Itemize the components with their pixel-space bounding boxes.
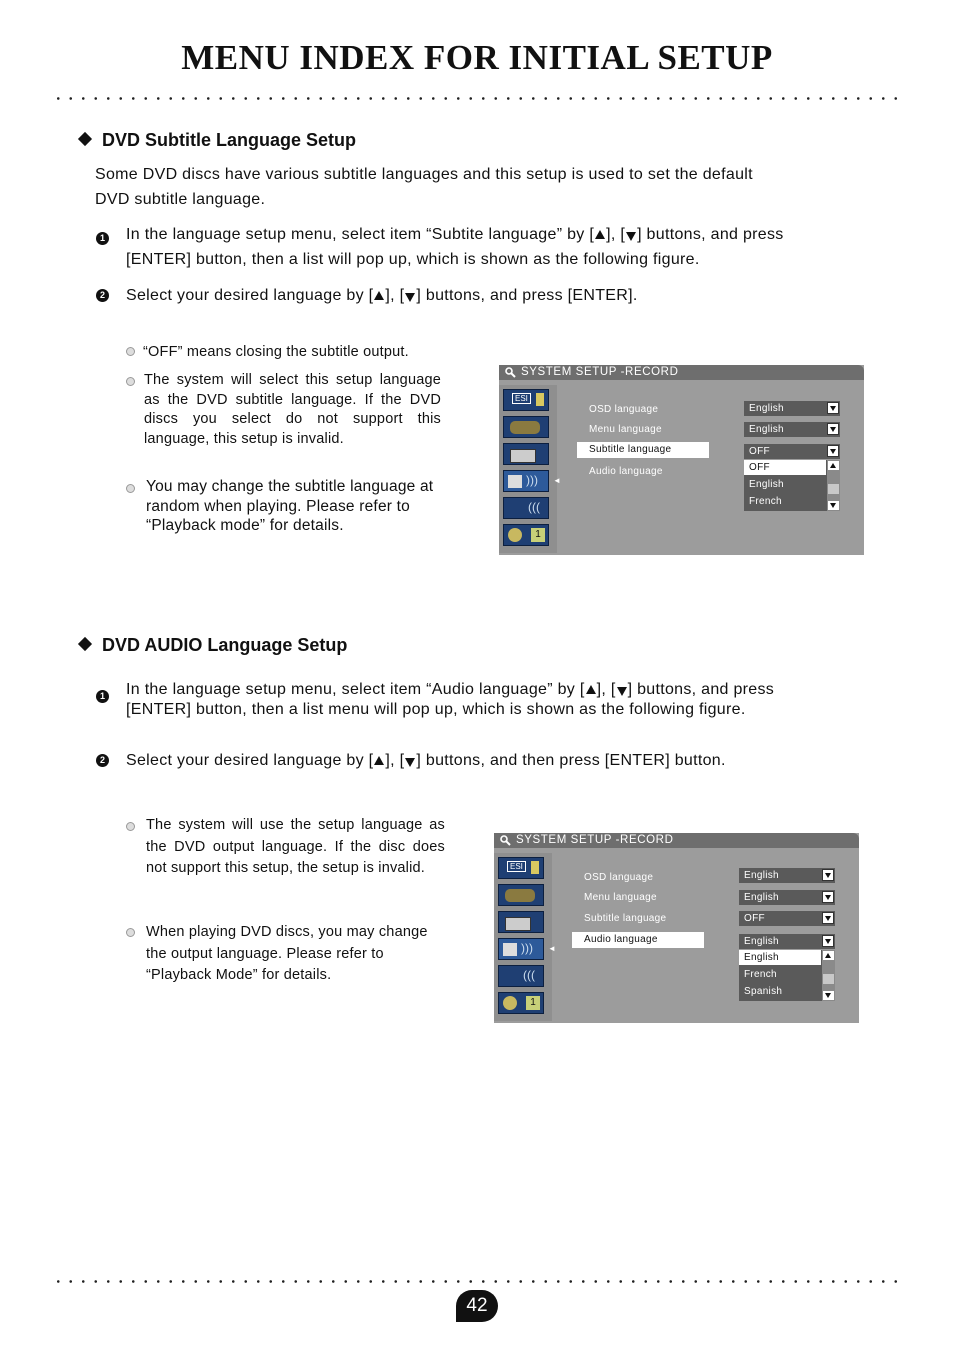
icon-number-label: 1 bbox=[531, 528, 545, 542]
scroll-up-icon[interactable] bbox=[828, 461, 839, 470]
audio-language-dropdown[interactable] bbox=[739, 934, 835, 949]
list-option-english[interactable]: English bbox=[739, 950, 821, 965]
subtitle-language-dropdown[interactable] bbox=[739, 911, 835, 926]
icon-detail bbox=[508, 528, 522, 542]
bottom-dotted-divider bbox=[52, 1280, 902, 1283]
note-bullet-icon bbox=[126, 484, 135, 493]
icon-detail bbox=[531, 861, 539, 874]
icon-detail bbox=[510, 449, 536, 463]
list-scrollbar[interactable] bbox=[822, 950, 835, 1001]
subtitle-step2-text-a: Select your desired language by [ bbox=[126, 287, 374, 304]
icon-detail bbox=[510, 421, 540, 434]
screen-header-text: SYSTEM SETUP -RECORD bbox=[516, 834, 674, 846]
menu-item-menu-language[interactable]: Menu language bbox=[584, 892, 657, 903]
diamond-bullet-icon bbox=[78, 637, 92, 651]
subtitle-note-3: You may change the subtitle language at random when playing. Please refer to “Playback mode” for details. bbox=[146, 478, 434, 534]
osd-language-dropdown[interactable] bbox=[744, 401, 840, 416]
scroll-thumb[interactable] bbox=[823, 974, 834, 984]
menu-item-audio-language[interactable]: Audio language bbox=[572, 932, 704, 948]
menu-language-value: English bbox=[744, 892, 779, 903]
icon-detail bbox=[503, 996, 517, 1010]
audio-heading-text: DVD AUDIO Language Setup bbox=[102, 635, 348, 655]
list-scrollbar[interactable] bbox=[827, 460, 840, 511]
chevron-down-icon bbox=[822, 869, 834, 881]
audio-setup-icon bbox=[503, 470, 549, 492]
scroll-thumb[interactable] bbox=[828, 484, 839, 494]
audio-section-heading bbox=[80, 635, 347, 656]
icon-detail bbox=[505, 917, 531, 931]
subtitle-step1 bbox=[126, 222, 784, 272]
subtitle-note-1: “OFF” means closing the subtitle output. bbox=[143, 344, 409, 360]
record-setup-icon bbox=[503, 443, 549, 465]
down-arrow-icon bbox=[405, 758, 415, 767]
diamond-bullet-icon bbox=[78, 132, 92, 146]
audio-note-2: When playing DVD discs, you may change the output language. Please refer to “Playback Mode” for details. bbox=[146, 924, 428, 983]
record-setup-icon bbox=[498, 911, 544, 933]
subtitle-note-2: The system will select this setup language as the DVD subtitle language. If the DVD discs you select do not support this language, this setup is invalid. bbox=[144, 372, 441, 447]
antenna-setup-icon bbox=[498, 965, 544, 987]
menu-item-osd-language[interactable]: OSD language bbox=[584, 872, 654, 883]
subtitle-language-value: OFF bbox=[749, 446, 770, 457]
subtitle-language-value: OFF bbox=[744, 913, 765, 924]
audio-step1 bbox=[126, 680, 774, 720]
note-bullet-icon bbox=[126, 347, 135, 356]
esi-label: ESI bbox=[507, 861, 526, 872]
audio-step2-text-c: ] buttons, and then press [ENTER] button. bbox=[416, 752, 726, 769]
list-option-english[interactable]: English bbox=[749, 479, 784, 490]
down-arrow-icon bbox=[617, 687, 627, 696]
subtitle-step1-text-a: In the language setup menu, select item “Subtite language” by [ bbox=[126, 226, 595, 243]
screen-header bbox=[494, 833, 859, 848]
audio-step1-text-a: In the language setup menu, select item “Audio language” by [ bbox=[126, 681, 585, 698]
sound-wave-icon: ))) bbox=[521, 941, 533, 955]
clock-setup-icon bbox=[503, 524, 549, 546]
step-number-1: 1 bbox=[96, 232, 109, 245]
esi-label: ESI bbox=[512, 393, 531, 404]
note-bullet-icon bbox=[126, 822, 135, 831]
subtitle-intro-line2: DVD subtitle language. bbox=[95, 191, 266, 208]
audio-step1-text-b: ], [ bbox=[596, 681, 616, 698]
audio-step2-text-a: Select your desired language by [ bbox=[126, 752, 374, 769]
list-option-french[interactable]: French bbox=[744, 969, 777, 980]
audio-language-list bbox=[739, 950, 835, 1001]
scroll-down-icon[interactable] bbox=[828, 501, 839, 510]
step-number-1: 1 bbox=[96, 690, 109, 703]
audio-setup-screen bbox=[494, 833, 859, 1023]
menu-item-subtitle-language[interactable]: Subtitle language bbox=[584, 913, 667, 924]
menu-language-dropdown[interactable] bbox=[739, 890, 835, 905]
selected-category-arrow-icon: ◄ bbox=[553, 476, 561, 485]
scroll-up-icon[interactable] bbox=[823, 951, 834, 960]
selected-category-arrow-icon: ◄ bbox=[548, 944, 556, 953]
step-number-2: 2 bbox=[96, 754, 109, 767]
menu-language-dropdown[interactable] bbox=[744, 422, 840, 437]
up-arrow-icon bbox=[595, 230, 605, 239]
icon-detail bbox=[503, 943, 517, 956]
audio-setup-icon bbox=[498, 938, 544, 960]
icon-number-label: 1 bbox=[526, 996, 540, 1010]
subtitle-step1-text-b: ], [ bbox=[606, 226, 626, 243]
menu-item-subtitle-language[interactable]: Subtitle language bbox=[577, 442, 709, 458]
chevron-down-icon bbox=[827, 445, 839, 457]
chevron-down-icon bbox=[822, 912, 834, 924]
menu-item-menu-language[interactable]: Menu language bbox=[589, 424, 662, 435]
icon-detail bbox=[505, 889, 535, 902]
audio-step1-line2: [ENTER] button, then a list menu will pop up, which is shown as the following figure. bbox=[126, 701, 746, 718]
wrench-icon bbox=[505, 367, 516, 378]
video-setup-icon bbox=[503, 416, 549, 438]
subtitle-setup-screen bbox=[499, 365, 864, 555]
icon-detail bbox=[508, 475, 522, 488]
subtitle-language-dropdown[interactable] bbox=[744, 444, 840, 459]
audio-step1-text-c: ] buttons, and press bbox=[627, 681, 775, 698]
subtitle-section-heading bbox=[80, 130, 356, 151]
screen-header bbox=[499, 365, 864, 380]
language-setup-icon bbox=[503, 389, 549, 411]
subtitle-step2-text-c: ] buttons, and press [ENTER]. bbox=[416, 287, 638, 304]
list-option-spanish[interactable]: Spanish bbox=[744, 986, 783, 997]
antenna-setup-icon bbox=[503, 497, 549, 519]
clock-setup-icon bbox=[498, 992, 544, 1014]
note-bullet-icon bbox=[126, 928, 135, 937]
audio-note-1: The system will use the setup language as the DVD output language. If the disc does not support this setup, the setup is invalid. bbox=[146, 817, 445, 876]
step-number-2: 2 bbox=[96, 289, 109, 302]
page-number: 42 bbox=[456, 1290, 498, 1322]
chevron-down-icon bbox=[822, 935, 834, 947]
chevron-down-icon bbox=[827, 402, 839, 414]
list-option-french[interactable]: French bbox=[749, 496, 782, 507]
subtitle-language-list bbox=[744, 460, 840, 511]
chevron-down-icon bbox=[827, 423, 839, 435]
osd-language-dropdown[interactable] bbox=[739, 868, 835, 883]
audio-step2 bbox=[126, 748, 726, 773]
screen-header-text: SYSTEM SETUP -RECORD bbox=[521, 366, 679, 378]
down-arrow-icon bbox=[405, 293, 415, 302]
note-bullet-icon bbox=[126, 377, 135, 386]
subtitle-step1-text-c: ] buttons, and press bbox=[637, 226, 784, 243]
signal-wave-icon: ((( bbox=[523, 968, 535, 982]
scroll-down-icon[interactable] bbox=[823, 991, 834, 1000]
up-arrow-icon bbox=[374, 291, 384, 300]
page-title: MENU INDEX FOR INITIAL SETUP bbox=[181, 38, 773, 77]
up-arrow-icon bbox=[374, 756, 384, 765]
signal-wave-icon: ((( bbox=[528, 500, 540, 514]
top-dotted-divider bbox=[52, 97, 902, 100]
video-setup-icon bbox=[498, 884, 544, 906]
subtitle-heading-text: DVD Subtitle Language Setup bbox=[102, 130, 357, 150]
subtitle-intro bbox=[95, 162, 753, 212]
up-arrow-icon bbox=[586, 685, 596, 694]
menu-language-value: English bbox=[749, 424, 784, 435]
language-setup-icon bbox=[498, 857, 544, 879]
subtitle-step1-line2: [ENTER] button, then a list will pop up, which is shown as the following figure. bbox=[126, 251, 700, 268]
subtitle-intro-line1: Some DVD discs have various subtitle languages and this setup is used to set the default bbox=[95, 166, 753, 183]
audio-language-value: English bbox=[744, 936, 779, 947]
audio-step2-text-b: ], [ bbox=[385, 752, 405, 769]
subtitle-step2-text-b: ], [ bbox=[385, 287, 405, 304]
osd-language-value: English bbox=[749, 403, 784, 414]
icon-detail bbox=[536, 393, 544, 406]
down-arrow-icon bbox=[626, 232, 636, 241]
list-option-off[interactable]: OFF bbox=[744, 460, 826, 475]
wrench-icon bbox=[500, 835, 511, 846]
subtitle-step2 bbox=[126, 283, 638, 308]
sound-wave-icon: ))) bbox=[526, 473, 538, 487]
osd-language-value: English bbox=[744, 870, 779, 881]
chevron-down-icon bbox=[822, 891, 834, 903]
menu-item-audio-language[interactable]: Audio language bbox=[589, 466, 663, 477]
menu-item-osd-language[interactable]: OSD language bbox=[589, 404, 659, 415]
